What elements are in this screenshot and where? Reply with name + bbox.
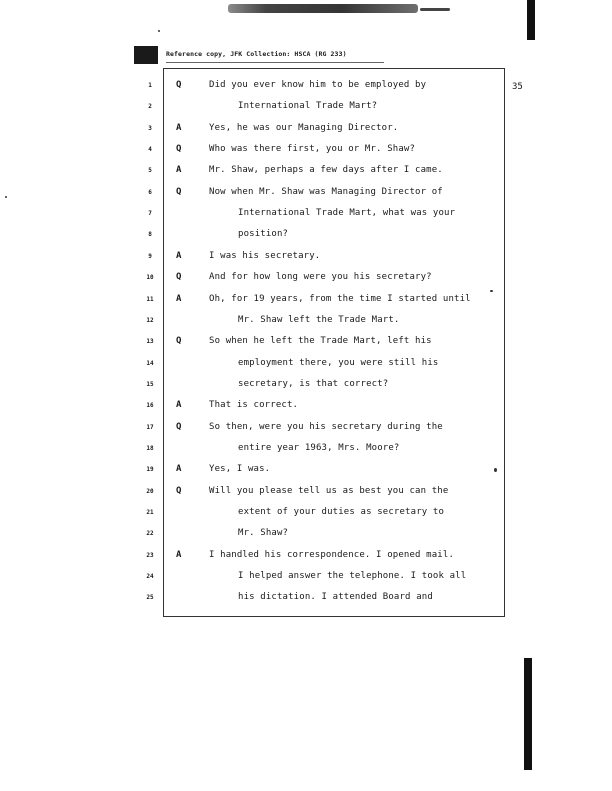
- transcript-line: secretary, is that correct?: [238, 378, 389, 389]
- header-black-block: [134, 46, 158, 64]
- line-number: 7: [148, 210, 152, 218]
- scan-edge-mark-bottom: [524, 658, 532, 770]
- line-number: 1: [148, 82, 152, 89]
- speaker-label: Q: [176, 186, 182, 197]
- line-number: 20: [146, 487, 154, 495]
- transcript-line: And for how long were you his secretary?: [209, 272, 432, 283]
- scan-smudge-top: [228, 4, 418, 13]
- line-number: 2: [148, 103, 152, 111]
- transcript-line: Yes, I was.: [209, 464, 271, 475]
- transcript-line: entire year 1963, Mrs. Moore?: [238, 442, 400, 453]
- line-number: 12: [146, 316, 154, 324]
- transcript-line: So then, were you his secretary during the: [209, 421, 443, 432]
- speaker-label: A: [176, 400, 182, 411]
- transcript-line: International Trade Mart, what was your: [238, 208, 456, 219]
- speaker-label: A: [176, 250, 182, 261]
- speaker-label: Q: [176, 336, 182, 347]
- line-number: 25: [146, 594, 154, 602]
- line-number: 22: [146, 530, 154, 538]
- speaker-label: Q: [176, 80, 182, 90]
- speaker-label: A: [176, 464, 182, 475]
- line-number: 17: [146, 423, 154, 431]
- scan-speck: [490, 290, 493, 292]
- speaker-label: Q: [176, 144, 182, 155]
- line-number: 24: [146, 573, 154, 581]
- header-underline: [166, 62, 384, 63]
- line-number: 6: [148, 188, 152, 196]
- transcript-line: extent of your duties as secretary to: [238, 507, 445, 517]
- transcript-line: I was his secretary.: [209, 250, 321, 261]
- line-number: 19: [146, 466, 154, 474]
- transcript-line: Did you ever know him to be employed by: [209, 80, 427, 90]
- transcript-line: Mr. Shaw left the Trade Mart.: [238, 314, 400, 325]
- transcript-line: So when he left the Trade Mart, left his: [209, 336, 432, 347]
- line-number: 8: [148, 231, 152, 239]
- scan-speck: [158, 30, 160, 32]
- line-number: 10: [146, 274, 154, 282]
- transcript-line: Yes, he was our Managing Director.: [209, 122, 399, 133]
- speaker-label: Q: [176, 485, 182, 496]
- speaker-label: A: [176, 293, 182, 304]
- transcript-line: Will you please tell us as best you can the: [209, 485, 449, 496]
- line-number: 21: [146, 509, 154, 516]
- transcript-line: That is correct.: [209, 400, 299, 411]
- transcript-line: Now when Mr. Shaw was Managing Director of: [209, 186, 443, 197]
- line-number: 18: [146, 444, 154, 452]
- scan-edge-mark-top: [527, 0, 535, 40]
- transcript-line: employment there, you were still his: [238, 357, 439, 368]
- page-number: 35: [512, 82, 523, 92]
- line-number: 5: [148, 167, 152, 175]
- scan-speck: [494, 468, 497, 472]
- line-number: 16: [146, 402, 154, 410]
- transcript-line: his dictation. I attended Board and: [238, 592, 433, 603]
- scan-speck: [5, 196, 7, 198]
- speaker-label: A: [176, 122, 182, 133]
- line-number: 13: [146, 338, 154, 346]
- line-number: 15: [146, 380, 154, 388]
- line-number: 11: [146, 295, 154, 303]
- line-number: 14: [146, 359, 154, 367]
- scan-smudge-tail: [420, 8, 450, 11]
- speaker-label: Q: [176, 272, 182, 283]
- transcript-line: Who was there first, you or Mr. Shaw?: [209, 144, 416, 155]
- line-number: 4: [148, 146, 152, 154]
- line-number: 9: [148, 252, 152, 260]
- transcript-line: position?: [238, 229, 289, 240]
- line-number: 3: [148, 124, 152, 132]
- transcript-line: Oh, for 19 years, from the time I started until: [209, 293, 471, 304]
- transcript-line: I helped answer the telephone. I took all: [238, 571, 467, 582]
- transcript-line: Mr. Shaw?: [238, 528, 289, 539]
- line-number: 23: [146, 551, 154, 559]
- collection-header: Reference copy, JFK Collection: HSCA (RG 233): [166, 50, 347, 58]
- speaker-label: A: [176, 549, 182, 560]
- speaker-label: A: [176, 165, 182, 176]
- transcript-line: International Trade Mart?: [238, 101, 378, 112]
- transcript-line: I handled his correspondence. I opened mail.: [209, 549, 455, 560]
- speaker-label: Q: [176, 421, 182, 432]
- transcript-line: Mr. Shaw, perhaps a few days after I came.: [209, 165, 443, 176]
